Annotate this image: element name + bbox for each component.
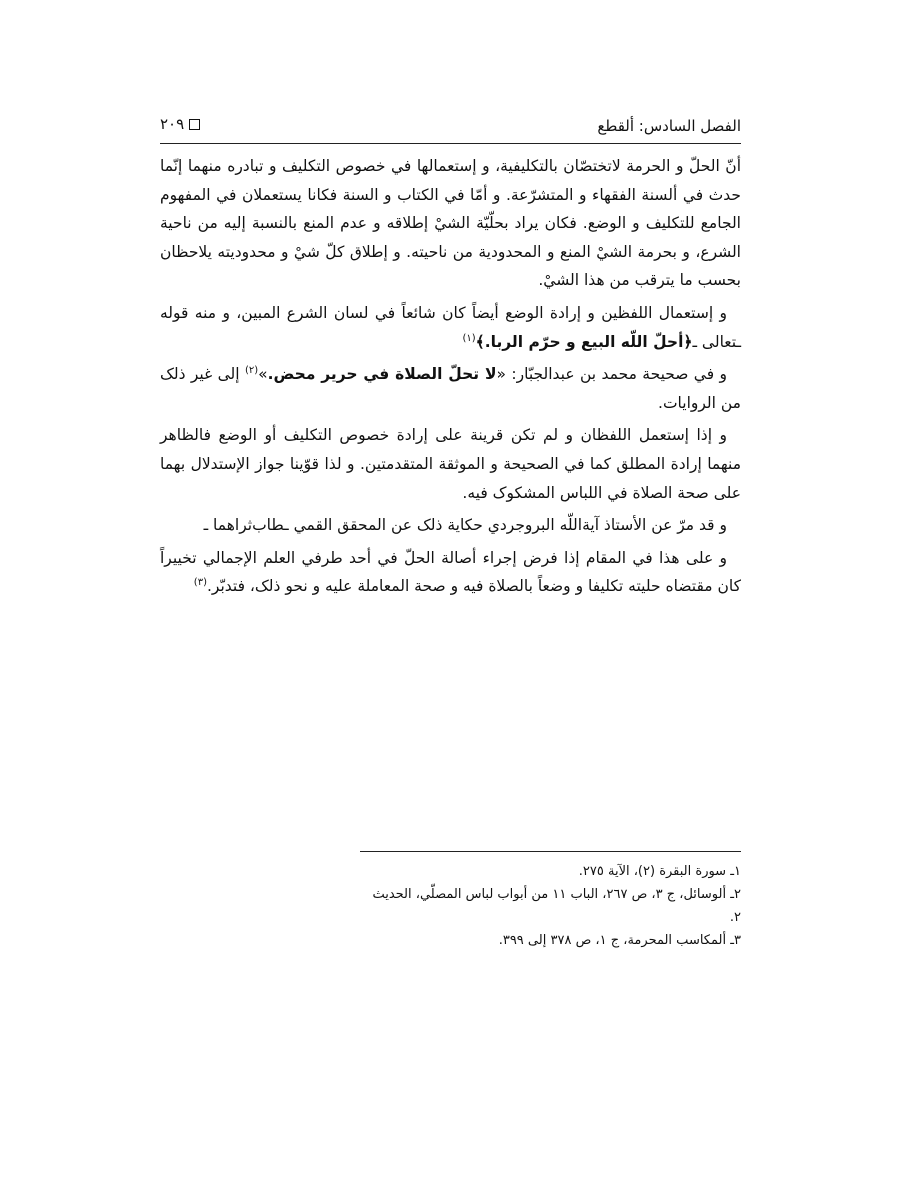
page-number: ٢٠٩ bbox=[160, 115, 185, 133]
body-text bbox=[160, 152, 741, 605]
footnote-ref-3: (٣) bbox=[193, 577, 207, 589]
paragraph-2 bbox=[160, 299, 741, 356]
paragraph-3-text-a: و في صحيحة محمد بن عبدالجبّار: « bbox=[496, 365, 728, 384]
paragraph-2-text: و إستعمال اللفظين و إرادة الوضع أيضاً كان شائعاً في لسان الشرع المبين، و منه قوله ـتعالى ـ bbox=[160, 303, 741, 351]
paragraph-3-text-c: إلى غير ذلک من الروايات. bbox=[160, 365, 741, 412]
paragraph-6-text: و على هذا في المقام إذا فرض إجراء أصالة الحلّ في أحد طرفي العلم الإجمالي تخييراً كان مقتضاه حليته تكليفا و وضعاً بالصلاة فيه و صحة المعاملة عليه و نحو ذلک، فتدبّر. bbox=[160, 548, 741, 596]
hadith-quote: لا تحلّ الصلاة في حرير محض. bbox=[267, 365, 497, 384]
paragraph-4: و إذا إستعمل اللفظان و لم تكن قرينة على إرادة خصوص التكليف أو الوضع فالظاهر منهما إرادة المطلق كما في الصحيحة و الموثقة المتقدمتين. و لذا قوّينا جواز الإستدلال بهما على صحة الصلاة في اللباس المشكوک فيه. bbox=[160, 426, 741, 502]
quran-quote: ﴿أحلّ اللّه البيع و حرّم الربا.﴾ bbox=[475, 332, 693, 351]
paragraph-3 bbox=[160, 360, 741, 417]
page-header bbox=[160, 112, 741, 142]
footnote-ref-2: (٢) bbox=[244, 365, 259, 376]
footnote-1: ١ـ سورة البقرة (٢)، الآية ٢٧٥. bbox=[578, 864, 741, 879]
chapter-title: الفصل السادس: ألقطع bbox=[597, 117, 741, 135]
page-number-group bbox=[160, 114, 200, 134]
footnote-3: ٣ـ ألمكاسب المحرمة، ج ١، ص ٣٧٨ إلى ٣٩٩. bbox=[498, 933, 741, 948]
footnote-divider bbox=[360, 851, 741, 852]
paragraph-6 bbox=[160, 544, 741, 601]
paragraph-1: أنّ الحلّ و الحرمة لاتختصّان بالتكليفية، و إستعمالها في خصوص التكليف و تبادره منهما إنّما حدث في ألسنة الفقهاء و المتشرّعة. و أمّا في الكتاب و السنة فكانا يستعملان في المفهوم الجامع للتكليف و الوضع. فكان يراد بحلّيّة الشيْ إطلاقه و عدم المنع بالنسبة إليه من ناحية الشرع، و بحرمة الشيْ المنع و المحدودية من ناحيته. و إطلاق كلّ شيْ و محدوديته يلاحظان بحسب ما يترقب من هذا الشيْ. bbox=[160, 157, 741, 290]
paragraph-3-text-b: » bbox=[258, 365, 268, 384]
header-divider bbox=[160, 143, 741, 144]
footnote-ref-1: (١) bbox=[462, 332, 476, 344]
footnotes bbox=[360, 860, 741, 952]
paragraph-5: و قد مرّ عن الأستاذ آيةاللّه البروجردي حكاية ذلک عن المحقق القمي ـطاب‌ثراهما ـ bbox=[203, 516, 727, 535]
footnote-2: ٢ـ ألوسائل، ج ٣، ص ٢٦٧، الباب ١١ من أبواب لباس المصلّي، الحديث ٢. bbox=[372, 887, 741, 925]
square-outline-icon bbox=[189, 119, 200, 130]
